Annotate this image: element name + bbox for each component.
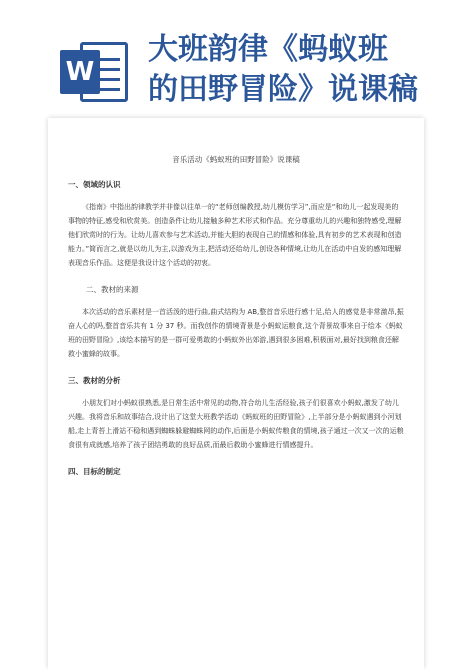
section-heading-2: 二、教材的来源 [86,285,139,294]
section-heading-4: 四、目标的制定 [68,467,121,476]
word-document-icon [60,38,130,106]
section-paragraph-3: 小朋友们对小蚂蚁很熟悉,是日常生活中常见的动物,符合幼儿生活经验,孩子们很喜欢小蚂蚁,激发了幼儿兴趣。我将音乐和故事结合,设计出了这堂大班教学活动《蚂蚁班的田野冒险》,上半部分是小蚂蚁遇到小河划船,走上青苔上滑站不稳和遇到蜘蛛躲避蜘蛛网的动作,后面是小蚂蚁传粮食的情境,孩子通过一次又一次的运粮食很有成就感,培养了孩子团结勇敢的良好品质,而最后救助小蜜蜂进行情感提升。 [68,399,404,449]
word-letter-icon: W [60,50,100,94]
section-paragraph-2: 本次活动的音乐素材是一首活泼的进行曲,曲式结构为 AB,整首音乐进行感十足,给人的感觉是非常激昂,振奋人心的吗,整首音乐共有 1 分 37 秒。而我创作的情境背景是小蚂蚁运粮食,这个背景故事来自于绘本《蚂蚁班的田野冒险》,该绘本描写的是一群可爱勇敢的小蚂蚁外出郊游,遇到很多困难,积极面对,最好找到粮食还解救小蜜蜂的故事。 [68,308,404,358]
banner-title-line-1: 大班韵律《蚂蚁班 [148,32,388,67]
document-title: 音乐活动《蚂蚁班的田野冒险》说课稿 [172,155,300,164]
section-heading-3: 三、教材的分析 [68,376,121,385]
section-heading-1: 一、领域的认识 [68,180,121,189]
banner-title [148,30,468,110]
section-paragraph-1: 《指南》中指出韵律教学并非像以往单一的“老师创编教授,幼儿模仿学习”,而应是“和幼儿一起发现美的事物的特征,感受和欣赏美。创造条件让幼儿接触多种艺术形式和作品。充分尊重幼儿的兴趣和独特感受,理解他们欣赏时的行为。让幼儿喜欢参与艺术活动,并能大胆的表现自己的情感和体验,具有初步的艺术表现和创造能力。”简而言之,就是以幼儿为主,以游戏为主,把活动还给幼儿,创设各种情境,让幼儿在活动中自发的感知理解表现音乐作品。这便是我设计这个活动的初衷。 [68,203,402,267]
banner-title-line-2: 的田野冒险》说课稿 [148,72,418,107]
document-page [48,118,424,669]
document-body [68,154,404,487]
